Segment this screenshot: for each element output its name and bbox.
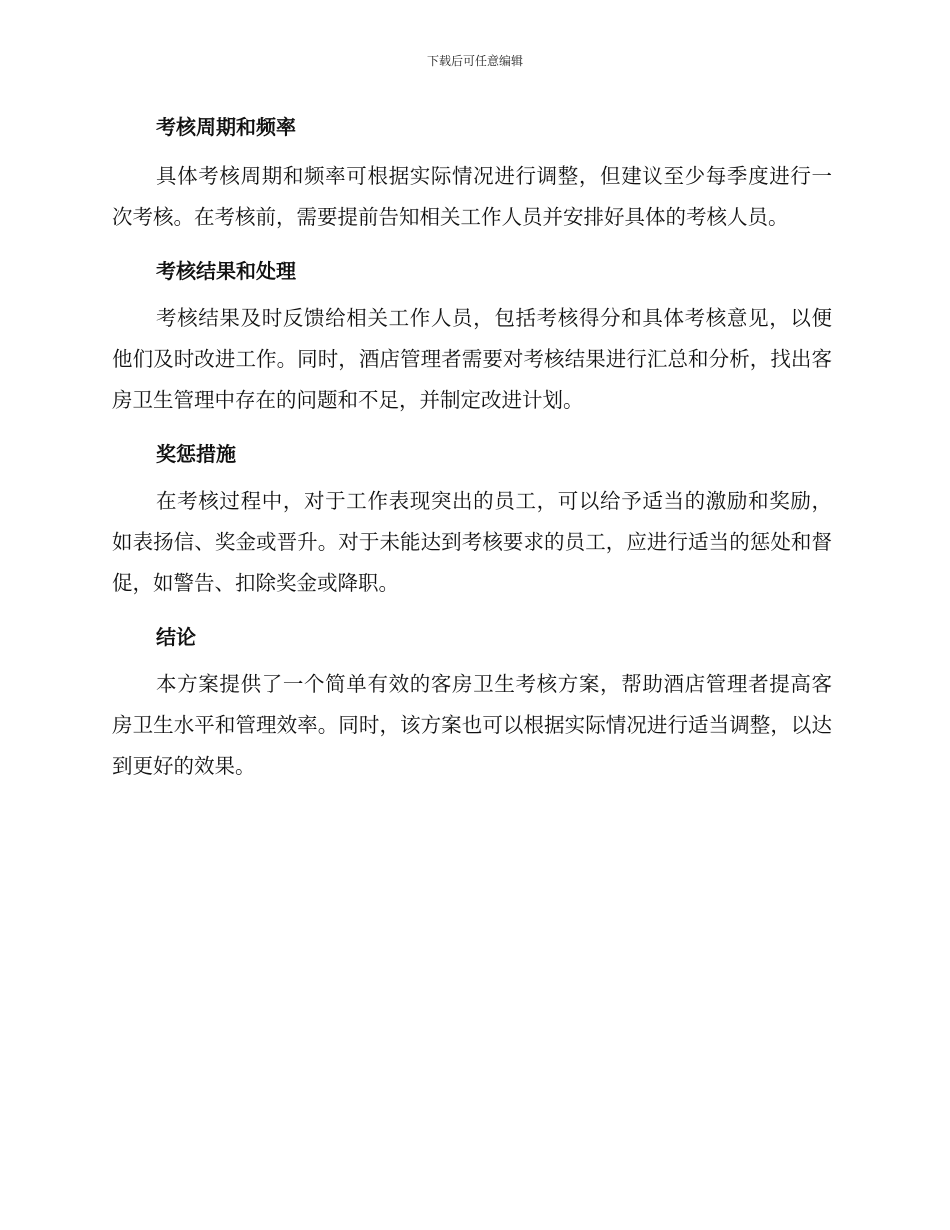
section-paragraph: 具体考核周期和频率可根据实际情况进行调整，但建议至少每季度进行一次考核。在考核前，需要提前告知相关工作人员并安排好具体的考核人员。 <box>112 164 832 229</box>
section-heading: 奖惩措施 <box>156 442 236 466</box>
section-rewards-penalties <box>112 435 832 604</box>
section-paragraph: 在考核过程中，对于工作表现突出的员工，可以给予适当的激励和奖励，如表扬信、奖金或晋升。对于未能达到考核要求的员工，应进行适当的惩处和督促，如警告、扣除奖金或降职。 <box>112 489 832 595</box>
section-paragraph: 考核结果及时反馈给相关工作人员，包括考核得分和具体考核意见，以便他们及时改进工作。同时，酒店管理者需要对考核结果进行汇总和分析，找出客房卫生管理中存在的问题和不足，并制定改进计划。 <box>112 306 832 412</box>
document-content <box>112 108 832 801</box>
header-note: 下载后可任意编辑 <box>426 54 523 68</box>
section-assessment-results <box>112 252 832 421</box>
section-assessment-cycle <box>112 108 832 238</box>
section-heading: 考核周期和频率 <box>156 115 296 139</box>
section-heading: 结论 <box>156 625 196 649</box>
section-conclusion <box>112 618 832 787</box>
section-heading: 考核结果和处理 <box>156 259 296 283</box>
section-paragraph: 本方案提供了一个简单有效的客房卫生考核方案，帮助酒店管理者提高客房卫生水平和管理效率。同时，该方案也可以根据实际情况进行适当调整，以达到更好的效果。 <box>112 672 832 778</box>
